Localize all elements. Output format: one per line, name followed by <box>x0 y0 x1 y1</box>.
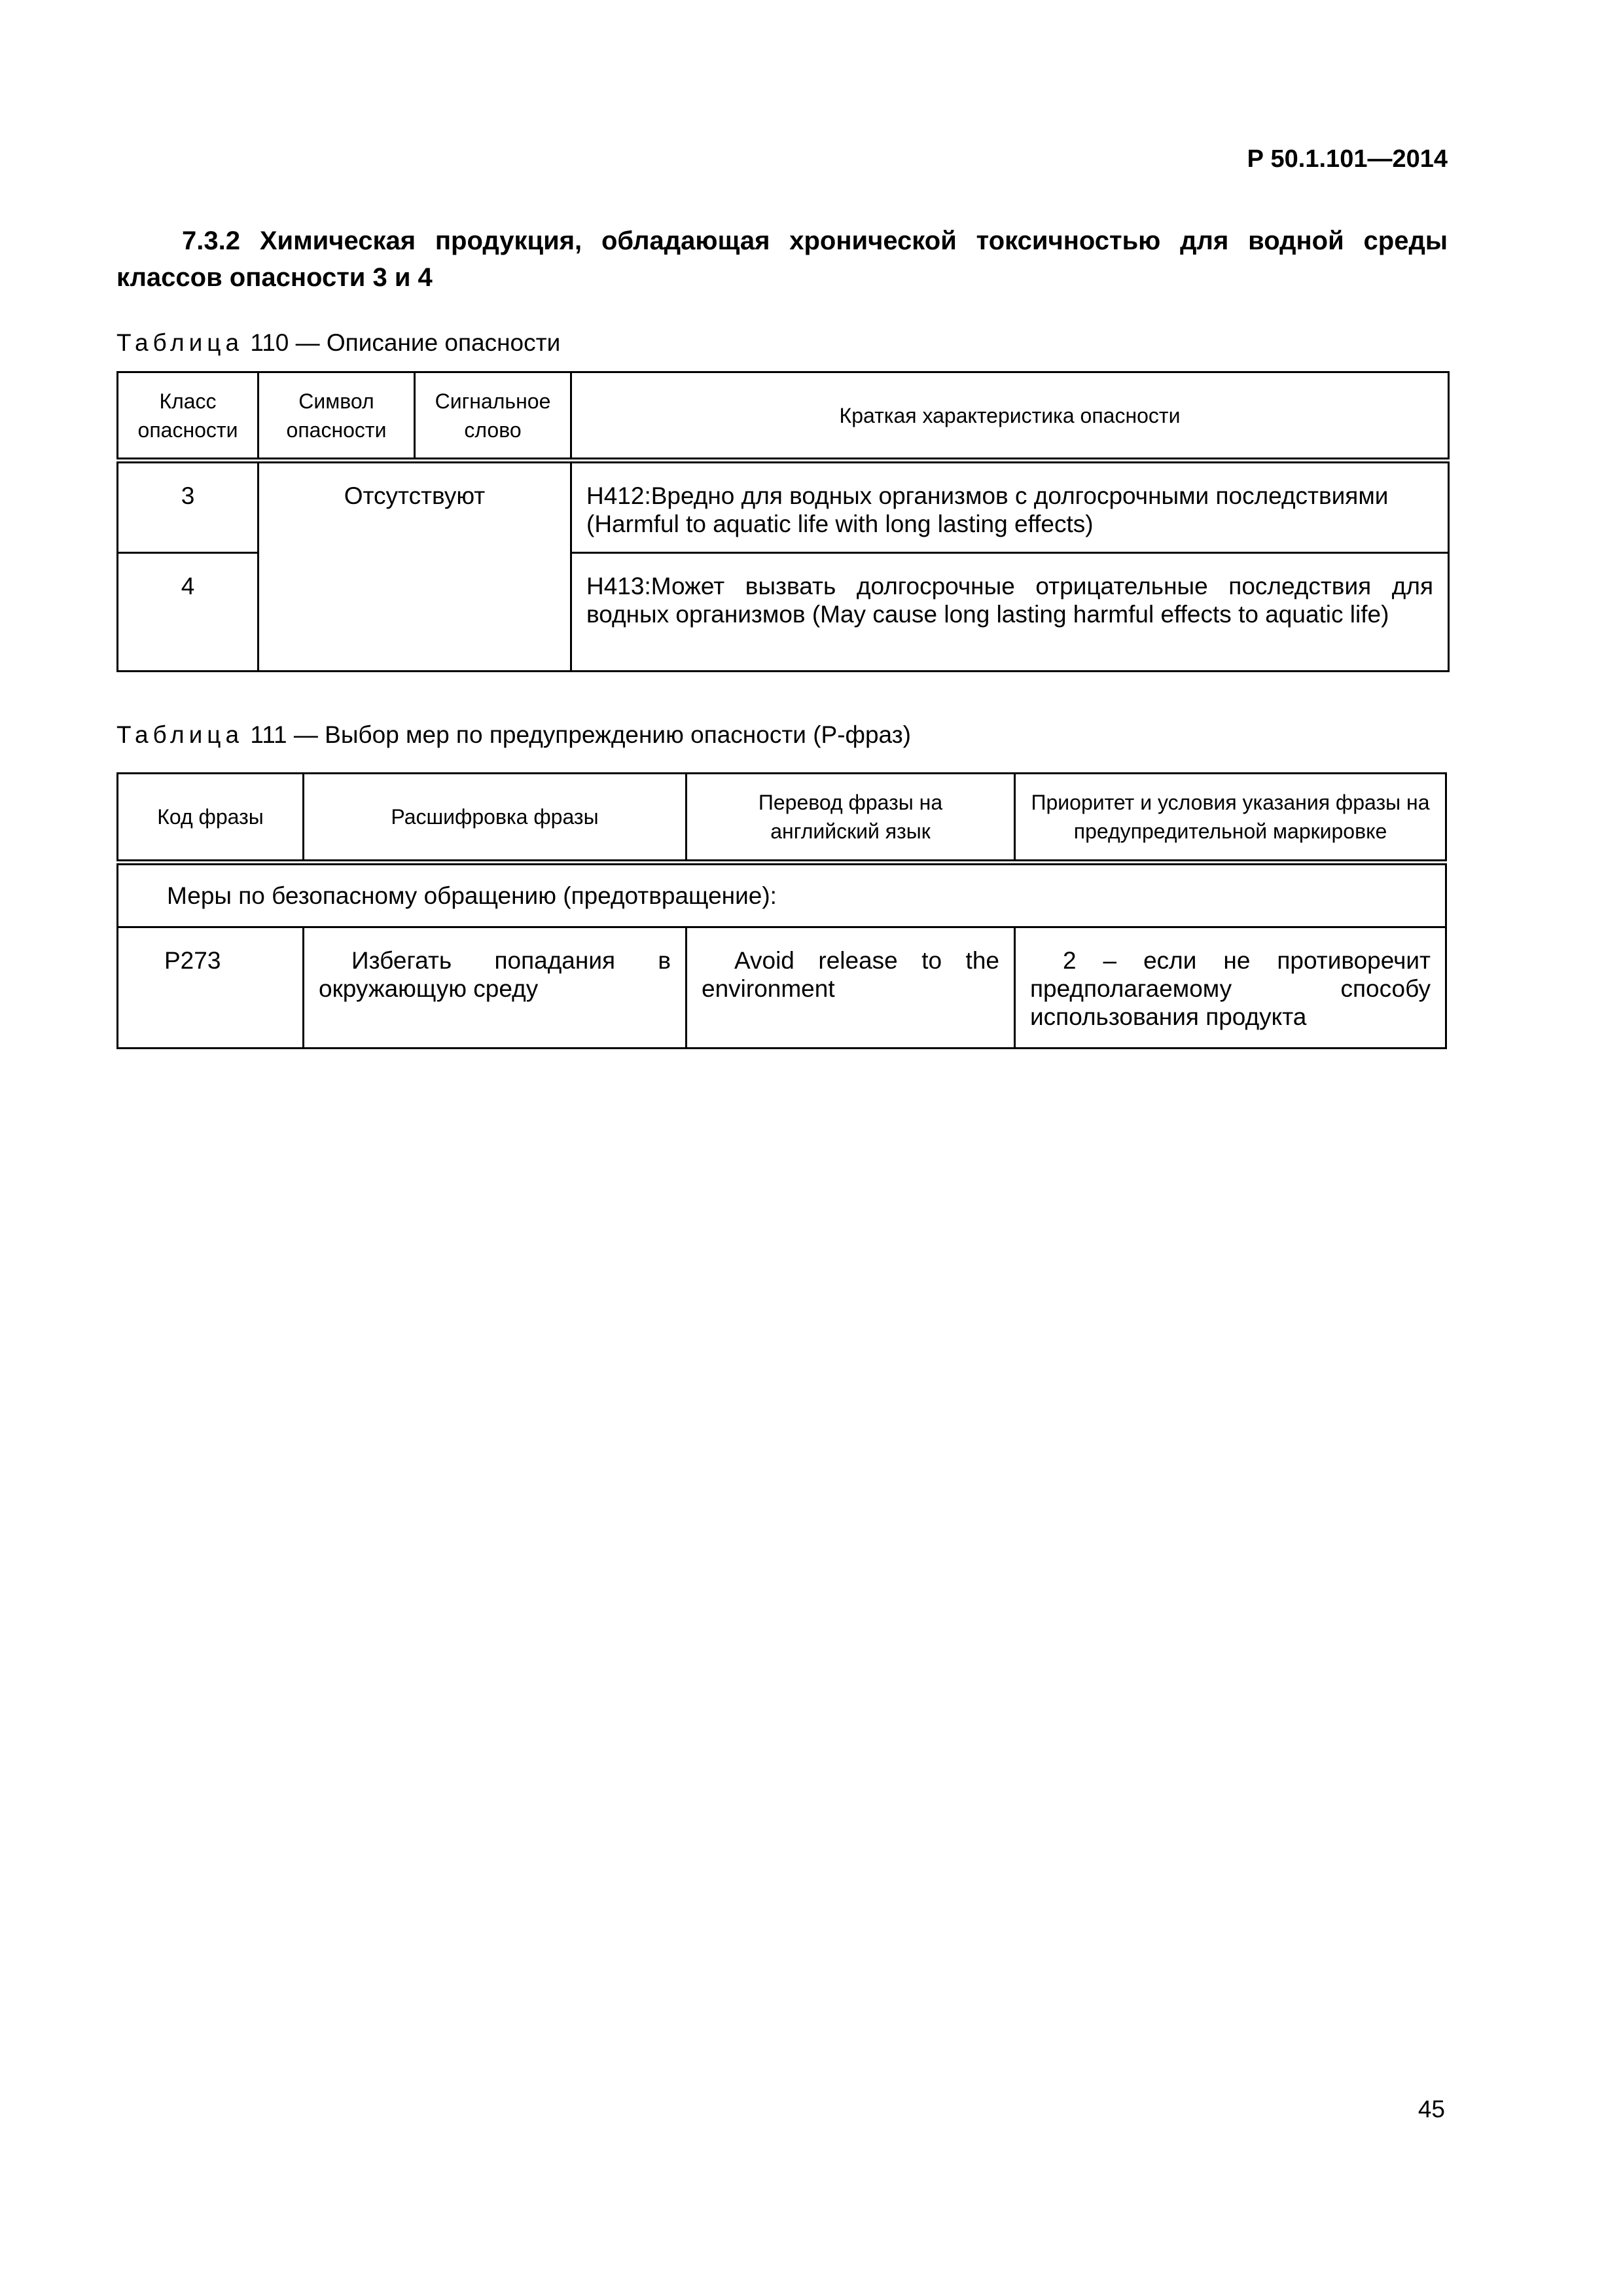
header-hazard-symbol: Символ опасности <box>259 372 415 461</box>
table-111-caption-text: 111 — Выбор мер по предупреждению опасности (Р-фраз) <box>250 721 912 748</box>
document-code: Р 50.1.101—2014 <box>1247 145 1448 173</box>
header-phrase-code: Код фразы <box>118 774 304 863</box>
section-number: 7.3.2 <box>182 226 240 255</box>
table-111-header-row <box>118 774 1446 863</box>
table-110-header-row <box>118 372 1449 461</box>
phrase-decoding-cell: Избегать попадания в окружающую среду <box>304 927 687 1049</box>
header-phrase-priority: Приоритет и условия указания фразы на предупредительной маркировке <box>1015 774 1446 863</box>
hazard-class-cell: 3 <box>118 461 259 553</box>
table-111-caption <box>116 721 911 749</box>
table-110-caption <box>116 329 560 357</box>
hazard-description-cell: H413:Может вызвать долгосрочные отрицательные последствия для водных организмов (May cause long lasting harmful effects to aquatic life) <box>571 553 1449 672</box>
table-111-caption-label: Таблица <box>116 721 244 748</box>
phrase-translation-cell: Avoid release to the environment <box>687 927 1015 1049</box>
phrase-priority-cell: 2 – если не противоречит предполагаемому способу использования продукта <box>1015 927 1446 1049</box>
hazard-description-cell: H412:Вредно для водных организмов с долгосрочными последствиями (Harmful to aquatic life with long lasting effects) <box>571 461 1449 553</box>
header-hazard-description: Краткая характеристика опасности <box>571 372 1449 461</box>
table-110-caption-label: Таблица <box>116 329 244 356</box>
symbol-signal-cell: Отсутствуют <box>259 461 571 672</box>
section-heading <box>116 223 1448 296</box>
hazard-class-cell: 4 <box>118 553 259 672</box>
table-111 <box>116 772 1447 1049</box>
header-hazard-class: Класс опасности <box>118 372 259 461</box>
table-group-row <box>118 863 1446 927</box>
header-phrase-decoding: Расшифровка фразы <box>304 774 687 863</box>
table-row <box>118 927 1446 1049</box>
header-signal-word: Сигнальное слово <box>415 372 571 461</box>
phrase-code-cell: P273 <box>118 927 304 1049</box>
section-title: Химическая продукция, обладающая хронической токсичностью для водной среды классов опасности 3 и 4 <box>116 226 1448 292</box>
header-phrase-translation: Перевод фразы на английский язык <box>687 774 1015 863</box>
table-110-caption-text: 110 — Описание опасности <box>250 329 561 356</box>
table-110 <box>116 371 1450 672</box>
table-row <box>118 461 1449 553</box>
page-number: 45 <box>1418 2096 1445 2123</box>
group-label-cell: Меры по безопасному обращению (предотвращение): <box>118 863 1446 927</box>
